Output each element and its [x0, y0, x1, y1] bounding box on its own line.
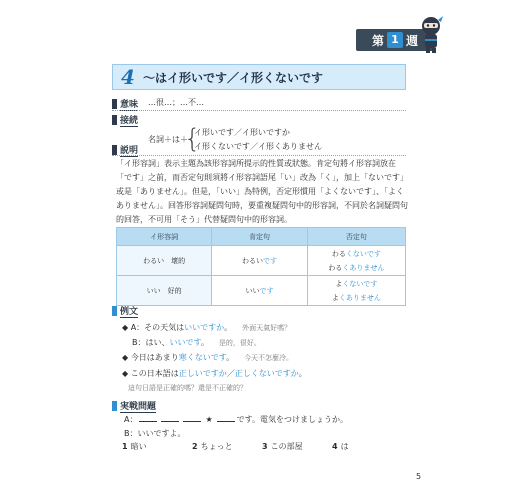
example-sentence: ◆ 今日はあまり寒くないです。 今天不怎麼冷。 — [122, 353, 294, 362]
table-header: 肯定句 — [212, 228, 307, 246]
explanation-label: 説明 — [112, 143, 138, 157]
grammar-number: 4 — [121, 65, 135, 89]
practice-answer: B：いいですよ。 — [124, 429, 186, 438]
answer-blank — [183, 421, 201, 422]
example-sentence: B：はい、いいです。 是的，很好。 — [132, 338, 261, 347]
table-cell: いいです — [212, 276, 307, 306]
answer-blank — [139, 421, 157, 422]
connection-label: 接続 — [112, 113, 138, 127]
answer-blank — [217, 421, 235, 422]
divider — [112, 110, 406, 111]
table-cell: よくないです よくありません — [307, 276, 405, 306]
table-header: 否定句 — [307, 228, 405, 246]
table-header: イ形容詞 — [117, 228, 212, 246]
option-1: 1 暗い — [122, 442, 147, 451]
week-label: 第 1 週 — [356, 29, 434, 51]
table-row — [117, 276, 406, 306]
example-translation: 這句日語是正確的嗎？還是不正確的？ — [128, 384, 247, 392]
table-row — [117, 246, 406, 276]
example-sentence: ◆ この日本語は正しいですか／正しくないですか。 — [122, 369, 307, 378]
meaning-label: 意味 — [112, 97, 138, 111]
grammar-title-bar — [112, 64, 406, 90]
star-icon: ★ — [205, 415, 213, 424]
page-number: 5 — [416, 472, 422, 481]
conjugation-table — [116, 227, 406, 306]
brace-icon: { — [184, 124, 201, 154]
grammar-title: 〜はイ形いです／イ形くないです — [143, 70, 324, 85]
option-3: 3 この部屋 — [262, 442, 303, 451]
examples-label: 例文 — [112, 304, 138, 318]
practice-label: 実戦問題 — [112, 399, 156, 413]
table-cell: わるくないです わるくありません — [307, 246, 405, 276]
practice-question: A： ★ です。電気をつけましょうか。 — [124, 415, 349, 424]
option-4: 4 は — [332, 442, 349, 451]
explanation-text: 「イ形容詞」表示主題為該形容詞所提示的性質或狀態。肯定句將イ形容詞放在「です」之前，而否定句則須將イ形容詞語尾「い」改為「く」，加上「ないです」或是「ありません」。但是，「いい」為特例，否定形慣用「よくないです」、「よくありません」。回答形容詞疑問句時，要重複疑問句中的形容詞，不同於名詞疑問句的回答，不可用「そう」代替疑問句中的形容詞。 — [116, 159, 408, 224]
table-cell: わるいです — [212, 246, 307, 276]
table-cell: わるい 壞的 — [117, 246, 212, 276]
meaning-text: …很…；…不… — [148, 98, 204, 107]
week-number: 1 — [387, 32, 403, 48]
table-cell: いい 好的 — [117, 276, 212, 306]
divider — [112, 155, 406, 156]
answer-blank — [161, 421, 179, 422]
option-2: 2 ちょっと — [192, 442, 233, 451]
example-sentence: ◆ A：その天気はいいですか。 外面天氣好嗎？ — [122, 323, 292, 332]
ninja-mascot-icon — [418, 14, 444, 54]
week-badge — [356, 14, 444, 54]
